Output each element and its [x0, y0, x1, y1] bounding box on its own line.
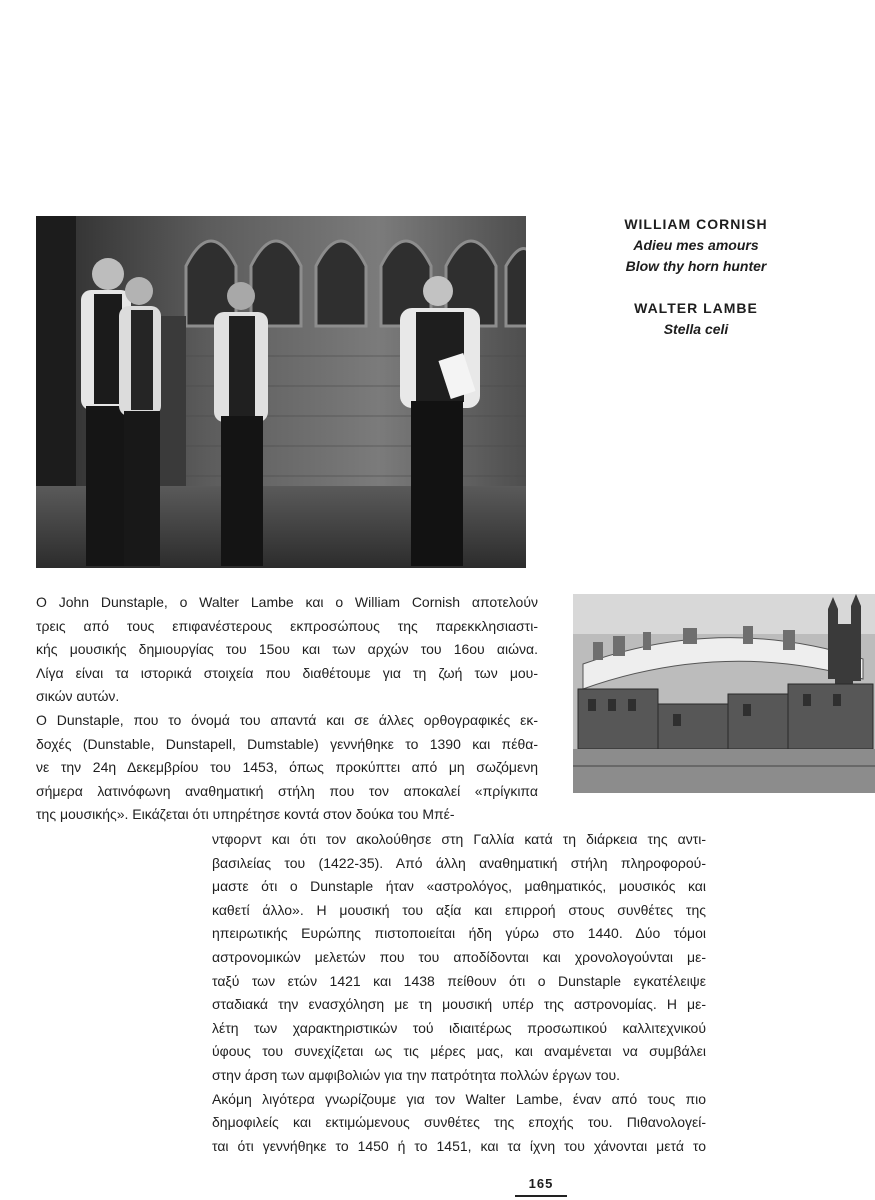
text-line: νε την 24η Δεκεμβρίου του 1453, όπως προκύπτει από μη σωζόμενη — [36, 759, 538, 776]
program-group-cornish — [556, 214, 836, 277]
program-list — [556, 214, 836, 361]
city-engraving — [573, 594, 875, 793]
text-line: Ο Dunstaple, που το όνομά του απαντά και σε άλλες ορθογραφικές εκ- — [36, 711, 538, 728]
text-line: καθετί άλλο». Η μουσική του αξία και επιρροή στους συνθέτες της — [212, 901, 706, 918]
text-line: σικών αυτών. — [36, 688, 120, 705]
text-line: λέτη των χαρακτηριστικών τού ιδιαιτέρως προσωπικού καλλιτεχνικού — [212, 1019, 706, 1036]
work-title: Blow thy horn hunter — [625, 258, 767, 274]
text-line: τρεις από τους επιφανέστερους εκπροσώπους της παρεκκλησιαστι- — [36, 617, 538, 634]
text-line: σταδιακά την ενασχόληση με τη μουσική υπέρ της αστρονομίας. Η με- — [212, 996, 706, 1013]
page-number-rule — [515, 1195, 567, 1197]
text-line: Λίγα είναι τα ιστορικά στοιχεία που διαθέτουμε για τη ζωή των μου- — [36, 664, 538, 681]
program-group-lambe — [556, 298, 836, 340]
text-line: ύφους του συνεχίζεται ως τις μέρες μας, και αναμένεται να συμβάλει — [212, 1043, 706, 1060]
work-title: Adieu mes amours — [633, 237, 759, 253]
composer-name: WILLIAM CORNISH — [624, 216, 768, 232]
page-number: 165 — [528, 1176, 554, 1191]
text-line: ηπειρωτικής Ευρώπης πιστοποιείται ήδη γύρω στο 1440. Δύο τόμοι — [212, 925, 706, 942]
ensemble-photo — [36, 216, 526, 568]
text-line: ντφορντ και ότι τον ακολούθησε στη Γαλλία κατά τη διάρκεια της αντι- — [212, 831, 706, 847]
text-line: δημοφιλείς και εκτιμώμενους συνθέτες της εποχής του. Πιθανολογεί- — [212, 1114, 706, 1131]
text-line: βασιλείας του (1422-35). Από άλλη αναθηματική στήλη πληροφορού- — [212, 854, 706, 871]
text-line: σήμερα λατινόφωνη αναθηματική στήλη που τον αποκαλεί «πρίγκιπα — [36, 782, 538, 799]
text-line: Ακόμη λιγότερα γνωρίζουμε για τον Walter Lambe, έναν από τους πιο — [212, 1090, 706, 1107]
text-line: κής μουσικής δημιουργίας του 15ου και των αρχών του 16ου αιώνα. — [36, 641, 538, 658]
text-line: ταξύ των ετών 1421 και 1438 πείθουν ότι ο Dunstaple εγκατέλειψε — [212, 972, 706, 989]
text-line: αστρονομικών μελετών που του αποδίδονται και χρονολογούνται με- — [212, 948, 706, 965]
text-line: δοχές (Dunstable, Dunstapell, Dumstable) γεννήθηκε το 1390 και πέθα- — [36, 735, 538, 752]
text-line: μαστε ότι ο Dunstaple ήταν «αστρολόγος, μαθηματικός, μουσικός και — [212, 878, 706, 895]
article-text-lower — [212, 828, 706, 1158]
text-line: της μουσικής». Εικάζεται ότι υπηρέτησε κοντά στον δούκα του Μπέ- — [36, 806, 455, 823]
article-text-upper — [36, 591, 538, 827]
text-line: Ο John Dunstaple, ο Walter Lambe και ο William Cornish αποτελούν — [36, 594, 538, 610]
composer-name: WALTER LAMBE — [634, 300, 758, 316]
text-line: στην άρση των αμφιβολιών για την πατρότητα πολλών έργων του. — [212, 1066, 621, 1083]
text-line: ται ότι γεννήθηκε το 1450 ή το 1451, και τα ίχνη του χάνονται μετά το — [212, 1137, 706, 1154]
work-title: Stella celi — [663, 321, 729, 337]
